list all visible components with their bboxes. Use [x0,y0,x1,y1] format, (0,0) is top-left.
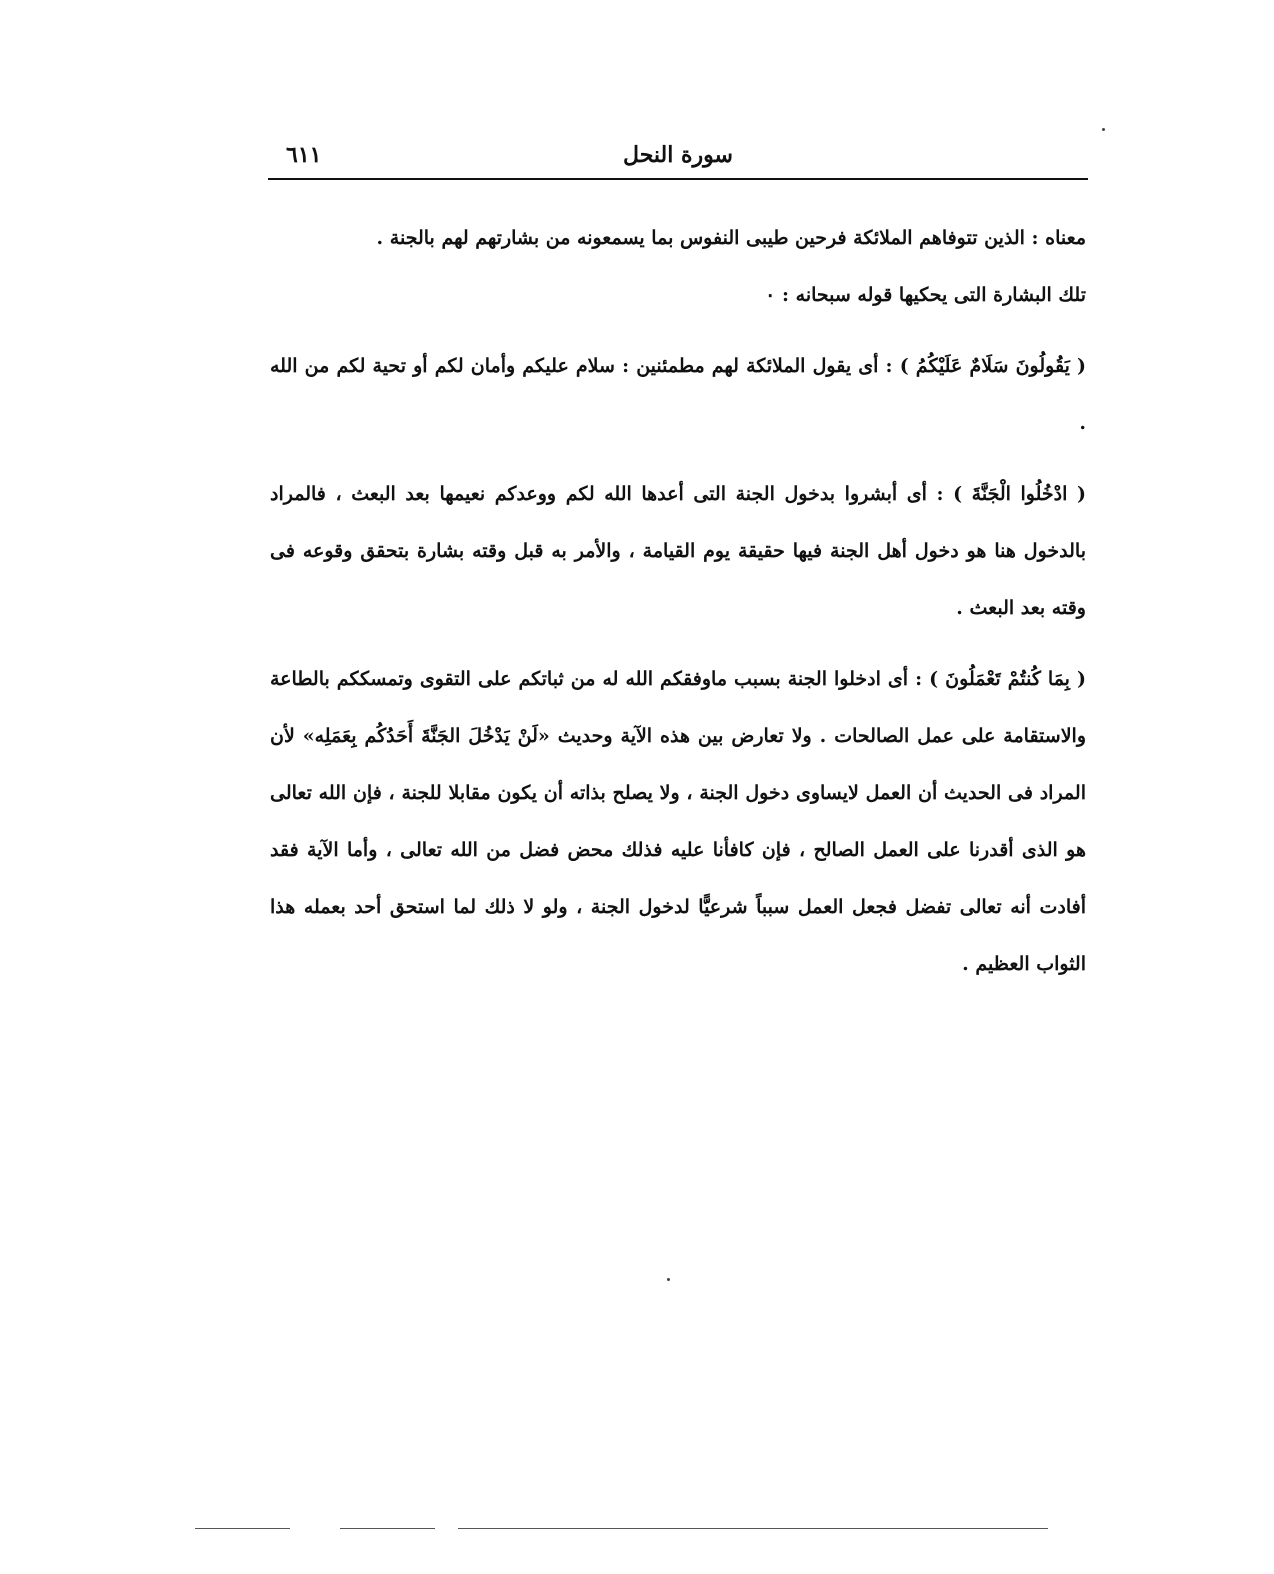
scan-speck [1102,128,1105,131]
paragraph-gap [270,637,1086,651]
quran-phrase: ( يَقُولُونَ سَلَامٌ عَلَيْكُمُ ) [899,355,1086,377]
footer-rules [0,1528,1274,1532]
page-body [270,210,1086,993]
paragraph-gap [270,324,1086,338]
quran-phrase: ( ادْخُلُوا الْجَنَّةَ ) [953,483,1086,505]
paragraph-deeds [270,651,1086,993]
header-divider [268,178,1088,180]
paragraph-text: : أى يقول الملائكة لهم مطمئنين : سلام عليكم وأمان لكم أو تحية لكم من الله . [270,355,1086,434]
page-number: ٦١١ [286,142,322,168]
paragraph-enter-paradise [270,466,1086,637]
paragraph-gap [270,452,1086,466]
footer-rule-segment [195,1528,290,1529]
page-header [268,140,1088,178]
quran-phrase: ( بِمَا كُنتُمْ تَعْمَلُونَ ) [929,668,1086,690]
scan-speck [667,1278,670,1281]
footer-rule-segment [458,1528,1048,1529]
footer-rule-segment [340,1528,435,1529]
paragraph-line: معناه : الذين تتوفاهم الملائكة فرحين طيبى النفوس بما يسمعونه من بشارتهم لهم بالجنة . [376,227,1086,249]
paragraph-text: : أى ادخلوا الجنة بسبب ماوفقكم الله له من ثباتكم على التقوى وتمسككم بالطاعة والاستقامة على عمل الصالحات . ولا تعارض بين هذه الآية وحديث «لَنْ يَدْخُلَ الجَنَّةَ أَحَدُكُم بِعَمَلِه» لأن المراد فى الحديث أن العمل لايساوى دخول الجنة ، ولا يصلح بذاته أن يكون مقابلا للجنة ، فإن الله تعالى هو الذى أقدرنا على العمل الصالح ، فإن كافأنا عليه فذلك محض فضل من الله تعالى ، وأما الآية فقد أفادت أنه تعالى تفضل فجعل العمل سبباً شرعيًّا لدخول الجنة ، ولو لا ذلك لما استحق أحد بعمله هذا الثواب العظيم . [270,668,1086,975]
paragraph-line: تلك البشارة التى يحكيها قوله سبحانه : ٠ [765,284,1086,306]
paragraph-intro [270,210,1086,324]
surah-title: سورة النحل [623,142,733,168]
paragraph-greeting [270,338,1086,452]
paragraph-text: : أى أبشروا بدخول الجنة التى أعدها الله لكم ووعدكم نعيمها بعد البعث ، فالمراد بالدخول هنا هو دخول أهل الجنة فيها حقيقة يوم القيامة ، والأمر به قبل وقته بشارة بتحقق وقوعه فى وقته بعد البعث . [270,483,1086,619]
